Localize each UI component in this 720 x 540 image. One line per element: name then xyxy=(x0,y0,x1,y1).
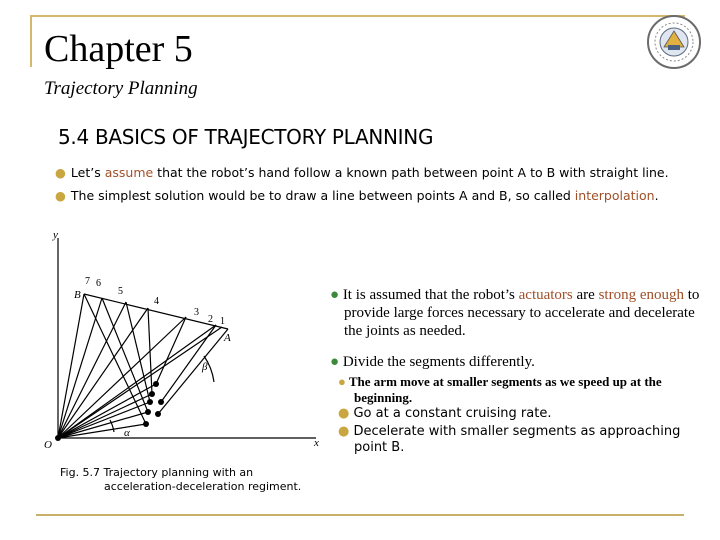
chapter-subtitle: Trajectory Planning xyxy=(44,78,198,99)
highlight-text: assume xyxy=(104,165,154,180)
bullet-dot-icon: ● xyxy=(338,406,350,421)
bullet-text: . xyxy=(654,188,659,203)
highlight-text: actuators xyxy=(518,287,573,303)
paragraph-text: Divide the segments differently. xyxy=(342,354,535,370)
highlight-text: interpolation xyxy=(574,188,655,203)
sub-bullet-text: The arm move at smaller segments as we speed up at the beginning. xyxy=(348,374,662,405)
highlight-text: strong enough xyxy=(598,287,684,303)
paragraph-text: are xyxy=(572,287,599,303)
y-axis-label: y xyxy=(53,229,58,241)
segment-label: 7 xyxy=(85,276,90,287)
point-a-label: A xyxy=(224,332,231,344)
bullet-text: The simplest solution would be to draw a line between points A and B, so called xyxy=(70,188,575,203)
point-b-label: B xyxy=(74,289,81,301)
segment-label: 2 xyxy=(208,314,213,325)
sub-bullet-1 xyxy=(338,374,708,406)
segment-label: 3 xyxy=(194,307,199,318)
segment-label: 5 xyxy=(118,286,123,297)
bullet-text: Let’s xyxy=(70,165,105,180)
right-paragraph-1 xyxy=(330,286,710,340)
right-paragraph-2 xyxy=(330,353,535,371)
university-seal-icon xyxy=(646,14,702,70)
bullet-dot-icon: ● xyxy=(330,354,340,370)
alpha-label: α xyxy=(124,427,130,439)
paragraph-text: to provide large forces necessary to accelerate and decelerate the joints as needed. xyxy=(344,287,700,339)
paragraph-text: It is assumed that the robot’s xyxy=(342,287,519,303)
figure-caption xyxy=(60,466,301,494)
sub-bullet-3 xyxy=(338,424,708,456)
bullet-dot-icon: ● xyxy=(330,287,340,303)
sub-bullet-text: Decelerate with smaller segments as approaching point B. xyxy=(353,424,681,455)
bullet-text: that the robot’s hand follow a known path between point A to B with straight line. xyxy=(153,165,669,180)
x-axis-label: x xyxy=(314,437,319,449)
frame-top-line xyxy=(30,15,685,17)
frame-left-line xyxy=(30,15,32,67)
trajectory-figure xyxy=(36,224,326,456)
caption-line-2: acceleration-deceleration regiment. xyxy=(104,480,302,493)
segment-label: 4 xyxy=(154,296,159,307)
sub-bullet-text: Go at a constant cruising rate. xyxy=(353,406,552,421)
caption-line-1: Fig. 5.7 Trajectory planning with an xyxy=(60,466,254,479)
bullet-dot-icon: ● xyxy=(338,374,346,389)
sub-bullet-2 xyxy=(338,406,551,422)
segment-label: 1 xyxy=(220,316,225,327)
bullet-dot-icon: ● xyxy=(55,188,66,203)
section-title: 5.4 BASICS OF TRAJECTORY PLANNING xyxy=(58,125,434,149)
chapter-title: Chapter 5 xyxy=(44,28,193,70)
beta-label: β xyxy=(202,361,208,373)
origin-label: O xyxy=(44,439,52,451)
frame-bottom-line xyxy=(36,514,684,516)
bullet-item-2 xyxy=(55,188,659,204)
segment-label: 6 xyxy=(96,278,101,289)
bullet-dot-icon: ● xyxy=(55,165,66,180)
bullet-item-1 xyxy=(55,165,669,181)
bullet-dot-icon: ● xyxy=(338,424,350,439)
